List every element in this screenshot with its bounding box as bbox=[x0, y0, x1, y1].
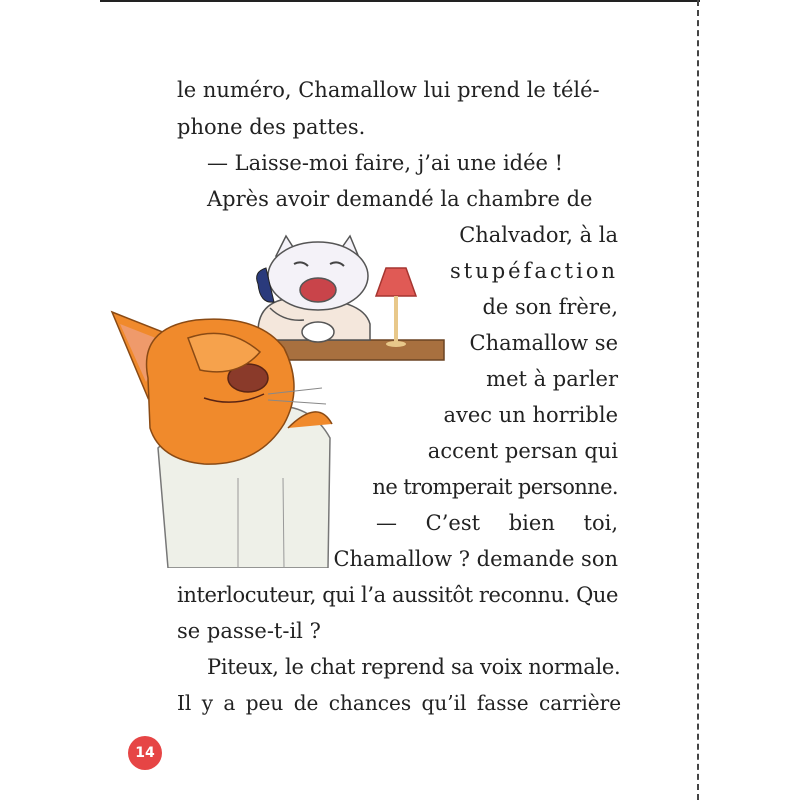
text-line-18 bbox=[177, 693, 621, 713]
text-line-3 bbox=[207, 153, 563, 174]
text-line-16-content: se passe-t-il ? bbox=[177, 619, 321, 643]
lamp-icon bbox=[376, 268, 416, 347]
text-line-16 bbox=[177, 621, 321, 642]
top-border bbox=[100, 0, 700, 2]
text-line-4-content: Après avoir demandé la chambre de bbox=[207, 187, 593, 211]
text-line-5 bbox=[459, 225, 618, 246]
text-line-13-content: — C’est bien toi, bbox=[376, 511, 618, 535]
text-line-9-content: met à parler bbox=[486, 367, 618, 391]
text-line-7-content: de son frère, bbox=[482, 295, 618, 319]
text-line-14 bbox=[333, 549, 618, 570]
text-line-5-content: Chalvador, à la bbox=[459, 223, 618, 247]
text-line-2-content: phone des pattes. bbox=[177, 115, 366, 139]
text-line-10 bbox=[443, 405, 618, 426]
text-line-3-content: — Laisse-moi faire, j’ai une idée ! bbox=[207, 151, 564, 175]
text-line-15-content: interlocuteur, qui l’a aussitôt reconnu. Que bbox=[177, 583, 619, 607]
text-line-1 bbox=[177, 80, 618, 101]
text-line-15 bbox=[177, 585, 618, 606]
text-line-9 bbox=[486, 369, 618, 390]
text-line-11-content: accent persan qui bbox=[427, 439, 618, 463]
text-line-11 bbox=[428, 441, 618, 462]
text-line-6-content: stupéfaction bbox=[450, 259, 618, 283]
text-line-7 bbox=[482, 297, 618, 318]
page-number: 14 bbox=[135, 745, 155, 761]
text-line-17 bbox=[207, 657, 620, 678]
text-line-12-content: ne tromperait personne. bbox=[372, 475, 618, 499]
text-line-2 bbox=[177, 117, 365, 138]
page-number-badge bbox=[128, 736, 162, 770]
text-line-10-content: avec un horrible bbox=[443, 403, 618, 427]
text-line-17-content: Piteux, le chat reprend sa voix normale. bbox=[207, 655, 621, 679]
text-line-4 bbox=[207, 189, 618, 210]
text-line-13 bbox=[376, 513, 618, 534]
text-line-18-content: Il y a peu de chances qu’il fasse carrière bbox=[177, 691, 622, 715]
white-cat bbox=[257, 236, 370, 342]
text-line-8 bbox=[470, 333, 618, 354]
text-line-1-content: le numéro, Chamallow lui prend le télé- bbox=[177, 78, 600, 102]
text-line-6 bbox=[450, 261, 618, 282]
page-cut-line bbox=[697, 0, 699, 800]
text-line-14-content: Chamallow ? demande son bbox=[333, 547, 618, 571]
text-line-8-content: Chamallow se bbox=[469, 331, 618, 355]
text-line-12 bbox=[372, 477, 618, 498]
